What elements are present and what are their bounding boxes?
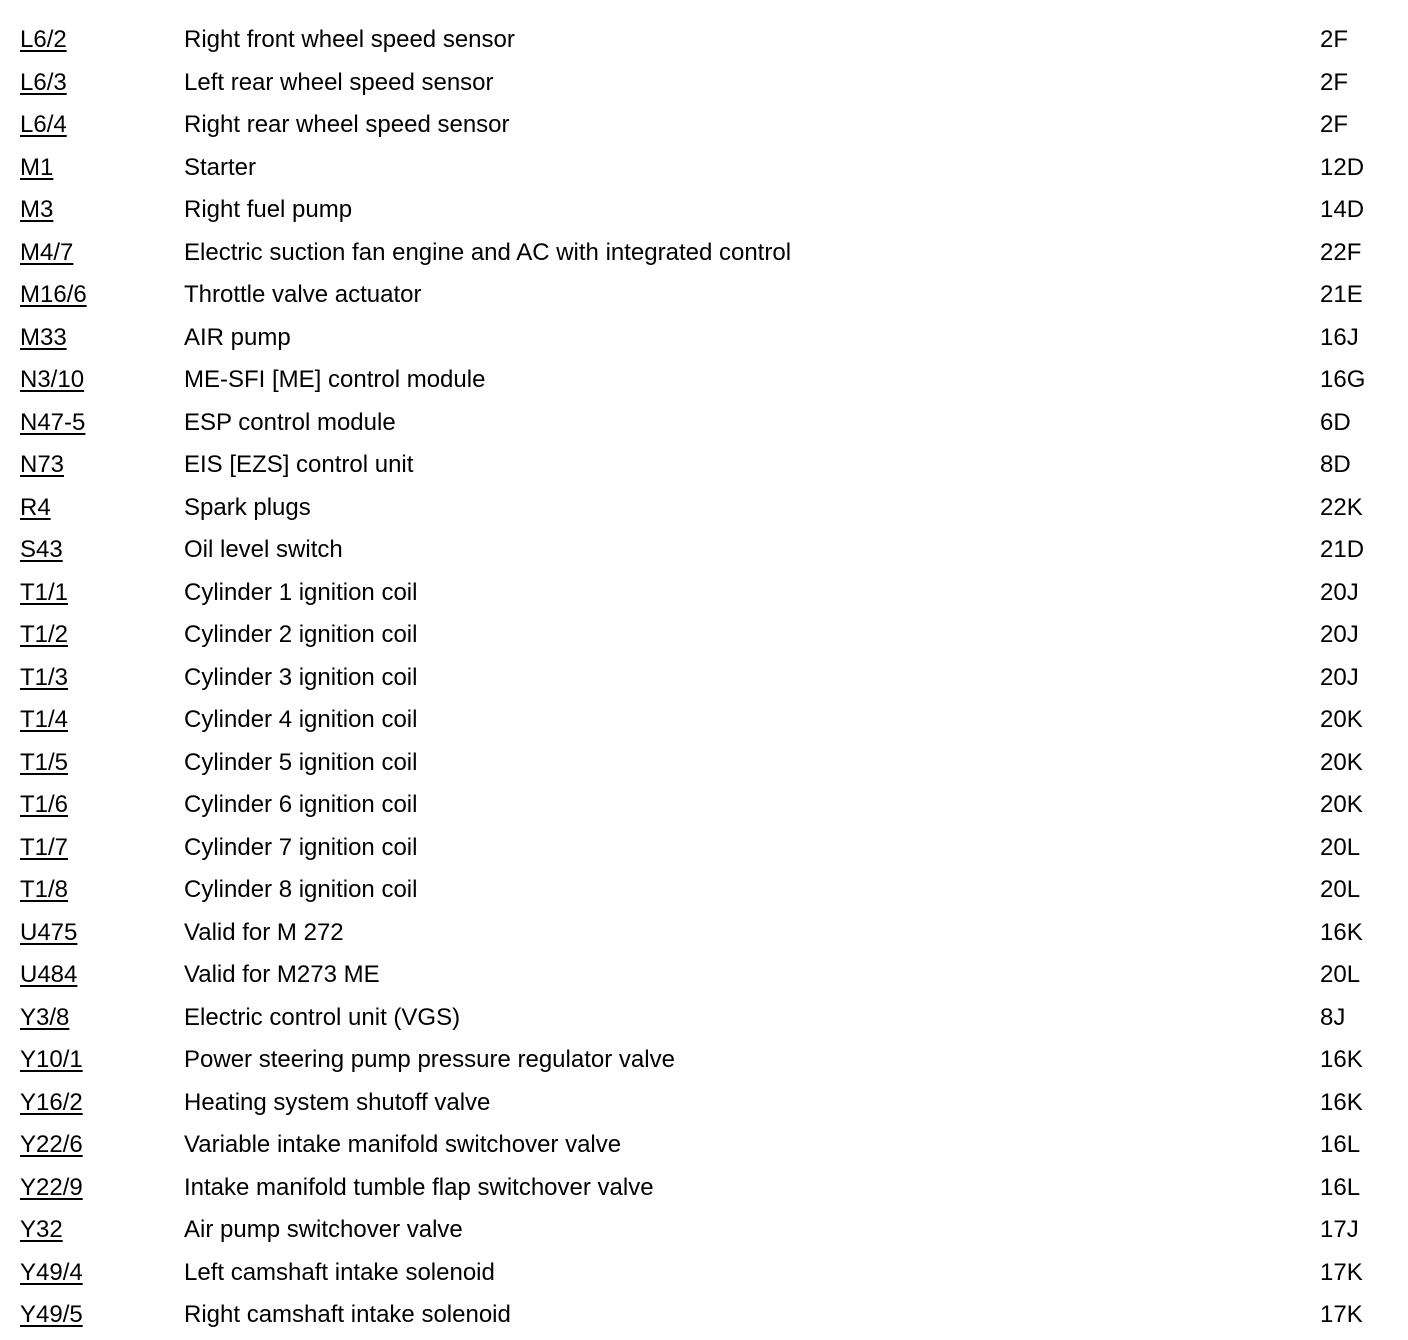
component-description: Right front wheel speed sensor bbox=[184, 26, 515, 53]
table-row bbox=[0, 614, 1408, 657]
component-description: Cylinder 3 ignition coil bbox=[184, 663, 418, 691]
component-code-link[interactable]: T1/7 bbox=[20, 833, 69, 861]
grid-location: 2F bbox=[1320, 68, 1349, 96]
component-code-link[interactable]: Y10/1 bbox=[20, 1046, 83, 1073]
table-row bbox=[0, 232, 1408, 275]
table-row bbox=[0, 699, 1408, 742]
component-description: Cylinder 2 ignition coil bbox=[184, 621, 418, 648]
component-description: Throttle valve actuator bbox=[184, 281, 422, 308]
table-row bbox=[0, 444, 1408, 487]
component-description: Intake manifold tumble flap switchover valve bbox=[184, 1173, 654, 1201]
grid-location: 20J bbox=[1320, 663, 1359, 691]
table-row bbox=[0, 869, 1408, 912]
component-description: Power steering pump pressure regulator valve bbox=[184, 1046, 675, 1073]
component-code-link[interactable]: Y49/4 bbox=[20, 1258, 83, 1286]
component-description: Left rear wheel speed sensor bbox=[184, 68, 494, 96]
table-row bbox=[0, 1167, 1408, 1210]
grid-location: 16J bbox=[1320, 323, 1359, 351]
table-row bbox=[0, 1039, 1408, 1082]
grid-location: 20L bbox=[1320, 961, 1361, 988]
table-row bbox=[0, 572, 1408, 615]
table-row bbox=[0, 912, 1408, 955]
component-code-link[interactable]: S43 bbox=[20, 536, 63, 563]
table-row bbox=[0, 1252, 1408, 1295]
component-description: Cylinder 7 ignition coil bbox=[184, 833, 418, 861]
grid-location: 16L bbox=[1320, 1173, 1361, 1201]
component-code-link[interactable]: L6/2 bbox=[20, 26, 67, 53]
component-code-link[interactable]: R4 bbox=[20, 493, 51, 521]
table-row bbox=[0, 317, 1408, 360]
table-row bbox=[0, 827, 1408, 870]
component-code-link[interactable]: T1/1 bbox=[20, 578, 69, 606]
component-code-link[interactable]: M16/6 bbox=[20, 281, 87, 308]
component-code-link[interactable]: L6/3 bbox=[20, 68, 67, 96]
component-code-link[interactable]: M4/7 bbox=[20, 238, 74, 266]
component-code-link[interactable]: U484 bbox=[20, 961, 78, 988]
component-code-link[interactable]: Y32 bbox=[20, 1216, 63, 1243]
grid-location: 20J bbox=[1320, 578, 1359, 606]
grid-location: 17K bbox=[1320, 1301, 1363, 1328]
component-description: EIS [EZS] control unit bbox=[184, 451, 414, 478]
component-code-link[interactable]: Y22/6 bbox=[20, 1131, 83, 1158]
component-description: ME-SFI [ME] control module bbox=[184, 366, 486, 393]
grid-location: 6D bbox=[1320, 408, 1351, 436]
grid-location: 17J bbox=[1320, 1216, 1359, 1243]
component-code-link[interactable]: T1/8 bbox=[20, 876, 69, 903]
component-description: Valid for M 272 bbox=[184, 918, 344, 946]
grid-location: 21E bbox=[1320, 281, 1363, 308]
component-code-link[interactable]: L6/4 bbox=[20, 111, 67, 138]
grid-location: 8D bbox=[1320, 451, 1351, 478]
component-description: Electric control unit (VGS) bbox=[184, 1003, 461, 1031]
component-description: Starter bbox=[184, 153, 257, 181]
component-description: Air pump switchover valve bbox=[184, 1216, 463, 1243]
component-description: AIR pump bbox=[184, 323, 291, 351]
component-description: ESP control module bbox=[184, 408, 396, 436]
table-row bbox=[0, 657, 1408, 700]
component-code-link[interactable]: M1 bbox=[20, 153, 54, 181]
component-code-link[interactable]: M33 bbox=[20, 323, 67, 351]
component-description: Variable intake manifold switchover valve bbox=[184, 1131, 622, 1158]
table-row bbox=[0, 62, 1408, 105]
grid-location: 22F bbox=[1320, 238, 1362, 266]
component-description: Right camshaft intake solenoid bbox=[184, 1301, 511, 1328]
component-code-link[interactable]: T1/2 bbox=[20, 621, 69, 648]
grid-location: 20L bbox=[1320, 876, 1361, 903]
grid-location: 2F bbox=[1320, 111, 1349, 138]
table-row bbox=[0, 529, 1408, 572]
component-code-link[interactable]: T1/3 bbox=[20, 663, 69, 691]
table-row bbox=[0, 189, 1408, 232]
table-row bbox=[0, 274, 1408, 317]
grid-location: 16G bbox=[1320, 366, 1366, 393]
component-description: Electric suction fan engine and AC with integrated control bbox=[184, 238, 792, 266]
component-code-link[interactable]: U475 bbox=[20, 918, 78, 946]
grid-location: 17K bbox=[1320, 1258, 1363, 1286]
component-legend-table bbox=[0, 19, 1408, 1337]
component-description: Heating system shutoff valve bbox=[184, 1088, 491, 1116]
component-code-link[interactable]: Y22/9 bbox=[20, 1173, 83, 1201]
table-row bbox=[0, 742, 1408, 785]
grid-location: 2F bbox=[1320, 26, 1349, 53]
grid-location: 16L bbox=[1320, 1131, 1361, 1158]
component-description: Cylinder 4 ignition coil bbox=[184, 706, 418, 733]
component-code-link[interactable]: N73 bbox=[20, 451, 65, 478]
table-row bbox=[0, 359, 1408, 402]
grid-location: 8J bbox=[1320, 1003, 1346, 1031]
component-description: Cylinder 5 ignition coil bbox=[184, 748, 418, 776]
grid-location: 20K bbox=[1320, 748, 1363, 776]
component-code-link[interactable]: Y16/2 bbox=[20, 1088, 83, 1116]
table-row bbox=[0, 1082, 1408, 1125]
component-description: Spark plugs bbox=[184, 493, 311, 521]
component-description: Oil level switch bbox=[184, 536, 343, 563]
table-row bbox=[0, 147, 1408, 190]
grid-location: 16K bbox=[1320, 918, 1363, 946]
table-row bbox=[0, 402, 1408, 445]
component-code-link[interactable]: Y49/5 bbox=[20, 1301, 83, 1328]
grid-location: 14D bbox=[1320, 196, 1365, 223]
component-code-link[interactable]: T1/6 bbox=[20, 791, 69, 818]
grid-location: 20J bbox=[1320, 621, 1359, 648]
component-code-link[interactable]: Y3/8 bbox=[20, 1003, 70, 1031]
grid-location: 20L bbox=[1320, 833, 1361, 861]
table-row bbox=[0, 1294, 1408, 1337]
component-code-link[interactable]: M3 bbox=[20, 196, 54, 223]
component-code-link[interactable]: N3/10 bbox=[20, 366, 85, 393]
grid-location: 22K bbox=[1320, 493, 1363, 521]
grid-location: 20K bbox=[1320, 791, 1363, 818]
table-row bbox=[0, 104, 1408, 147]
grid-location: 12D bbox=[1320, 153, 1365, 181]
grid-location: 16K bbox=[1320, 1046, 1363, 1073]
grid-location: 16K bbox=[1320, 1088, 1363, 1116]
grid-location: 20K bbox=[1320, 706, 1363, 733]
table-row bbox=[0, 954, 1408, 997]
table-row bbox=[0, 19, 1408, 62]
component-code-link[interactable]: T1/4 bbox=[20, 706, 69, 733]
component-description: Right rear wheel speed sensor bbox=[184, 111, 510, 138]
grid-location: 21D bbox=[1320, 536, 1365, 563]
component-description: Cylinder 1 ignition coil bbox=[184, 578, 418, 606]
component-description: Right fuel pump bbox=[184, 196, 353, 223]
component-description: Left camshaft intake solenoid bbox=[184, 1258, 495, 1286]
component-description: Cylinder 6 ignition coil bbox=[184, 791, 418, 818]
table-row bbox=[0, 997, 1408, 1040]
component-description: Cylinder 8 ignition coil bbox=[184, 876, 418, 903]
table-row bbox=[0, 1124, 1408, 1167]
component-description: Valid for M273 ME bbox=[184, 961, 380, 988]
table-row bbox=[0, 487, 1408, 530]
table-row bbox=[0, 1209, 1408, 1252]
component-code-link[interactable]: T1/5 bbox=[20, 748, 69, 776]
component-code-link[interactable]: N47-5 bbox=[20, 408, 86, 436]
table-row bbox=[0, 784, 1408, 827]
